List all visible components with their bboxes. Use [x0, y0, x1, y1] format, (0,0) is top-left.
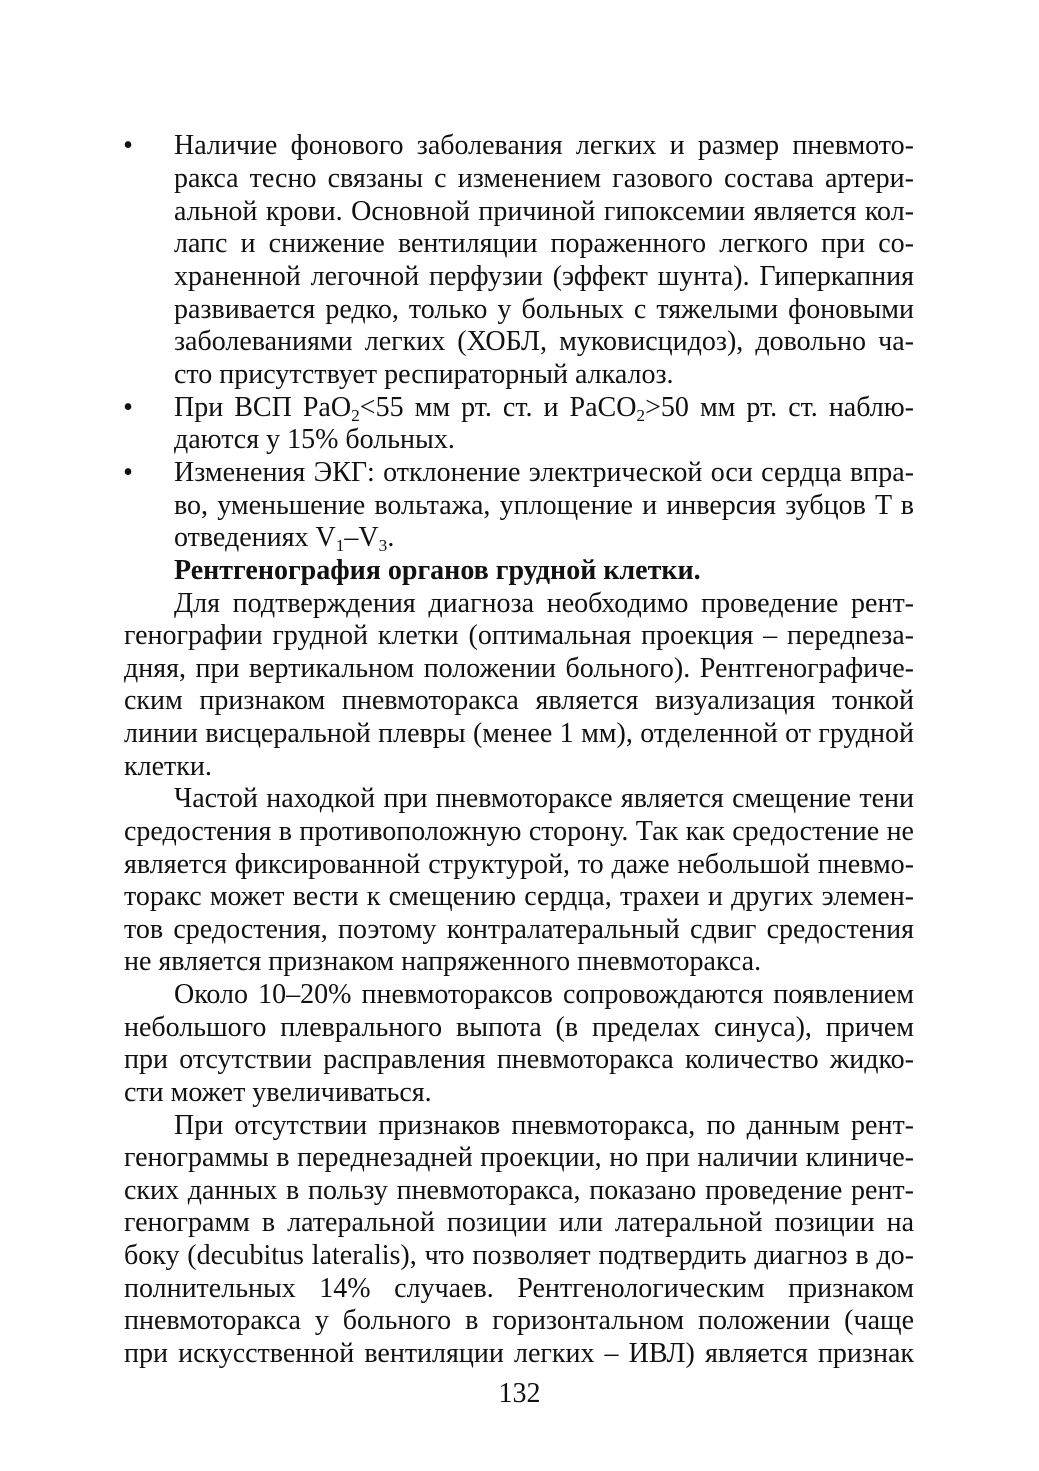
paragraph-line: дняя, при вертикальном положении больного). Рентгенографиче- — [124, 653, 914, 684]
subscript: 2 — [636, 405, 646, 425]
paragraph-line: при искусственной вентиляции легких – ИВЛ) является признак — [124, 1338, 914, 1369]
bullet2-line — [174, 390, 914, 426]
paragraph-line: При отсутствии признаков пневмоторакса, по данным рент- — [174, 1110, 914, 1141]
paragraph-line: тов средостения, поэтому контралатеральный сдвиг средостения — [124, 914, 914, 945]
subscript: 2 — [351, 405, 360, 425]
bullet-marker: • — [123, 130, 133, 161]
subscript: 3 — [378, 535, 388, 555]
paragraph-line: при отсутствии расправления пневмоторакса количество жидко- — [124, 1044, 914, 1075]
paragraph-line: клетки. — [124, 751, 212, 782]
paragraph-line: ских данных в пользу пневмоторакса, показано проведение рент- — [124, 1175, 914, 1206]
bullet3-text: –V — [344, 522, 379, 553]
bullet-marker: • — [123, 457, 133, 488]
paragraph-line: ским признаком пневмоторакса является визуализация тонкой — [124, 685, 914, 716]
bullet3-text: . — [387, 522, 395, 553]
paragraph-line: боку (decubitus lateralis), что позволяет подтвердить диагноз в до- — [124, 1240, 914, 1271]
bullet1-line: лапс и снижение вентиляции пораженного легкого при со- — [174, 228, 914, 259]
bullet1-line: ракса тесно связаны с изменением газового состава артери- — [174, 163, 914, 194]
bullet3-line — [174, 520, 914, 556]
paragraph-line: Для подтверждения диагноза необходимо проведение рент- — [174, 588, 914, 619]
bullet-marker: • — [123, 392, 133, 423]
section-heading: Рентгенография органов грудной клетки. — [174, 555, 701, 586]
subscript: 1 — [335, 535, 345, 555]
bullet1-line: развивается редко, только у больных с тяжелыми фоновыми — [174, 294, 914, 325]
paragraph-line: не является признаком напряженного пневмоторакса. — [124, 946, 762, 977]
bullet3-line: Изменения ЭКГ: отклонение электрической оси сердца впра- — [174, 457, 914, 488]
bullet3-text: отведениях V — [174, 522, 336, 553]
paragraph-line: средостения в противоположную сторону. Так как средостение не — [124, 816, 914, 847]
paragraph-line: торакс может вести к смещению сердца, трахеи и других элемен- — [124, 881, 914, 912]
paragraph-line: генограмм в латеральной позиции или латеральной позиции на — [124, 1207, 914, 1238]
bullet3-line: во, уменьшение вольтажа, уплощение и инверсия зубцов T в — [174, 490, 914, 521]
paragraph-line: пневмоторакса у больного в горизонтальном положении (чаще — [124, 1305, 914, 1336]
bullet2-text: >50 мм рт. ст. наблю- — [645, 392, 914, 423]
paragraph-line: линии висцеральной плевры (менее 1 мм), отделенной от грудной — [124, 718, 914, 749]
bullet1-line: сто присутствует респираторный алкалоз. — [174, 359, 674, 390]
paragraph-line: генографии грудной клетки (оптимальная проекция – передneза- — [124, 620, 914, 651]
paragraph-line: полнительных 14% случаев. Рентгенологическим признаком — [124, 1273, 914, 1304]
bullet1-line: заболеваниями легких (ХОБЛ, муковисцидоз), довольно ча- — [174, 326, 914, 357]
bullet2-text: <55 мм рт. ст. и PaCO — [359, 392, 637, 423]
bullet1-line: храненной легочной перфузии (эффект шунта). Гиперкапния — [174, 261, 914, 292]
paragraph-line: Около 10–20% пневмотораксов сопровождаются появлением — [174, 979, 914, 1010]
paragraph-line: небольшого плеврального выпота (в пределах синуса), причем — [124, 1012, 914, 1043]
page-number: 132 — [498, 1378, 541, 1409]
paragraph-line: сти может увеличиваться. — [124, 1077, 432, 1108]
bullet2-line: даются у 15% больных. — [174, 424, 455, 455]
bullet1-line: Наличие фонового заболевания легких и размер пневмото- — [174, 130, 914, 161]
bullet1-line: альной крови. Основной причиной гипоксемии является кол- — [174, 196, 914, 227]
bullet2-text: При ВСП PaO — [174, 392, 352, 423]
paragraph-line: генограммы в переднезадней проекции, но при наличии клиниче- — [124, 1142, 914, 1173]
paragraph-line: Частой находкой при пневмотораксе является смещение тени — [174, 783, 914, 814]
paragraph-line: является фиксированной структурой, то даже небольшой пневмо- — [124, 849, 914, 880]
